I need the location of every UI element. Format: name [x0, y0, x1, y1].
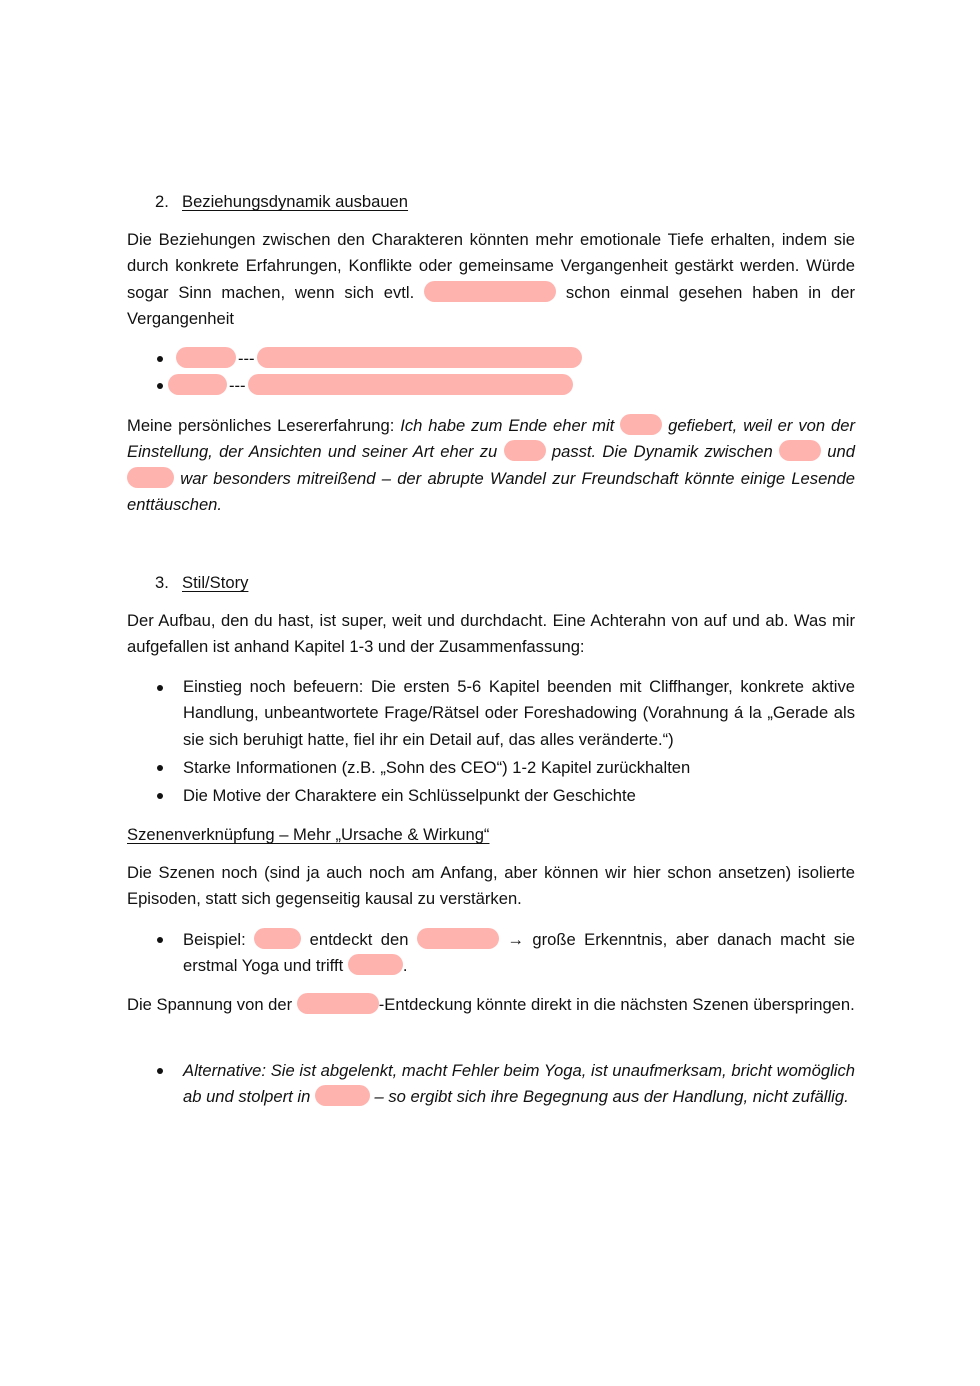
section-3-heading	[155, 570, 248, 596]
alternative-text-2: – so ergibt sich ihre Begegnung aus der Handlung, nicht zufällig.	[369, 1087, 849, 1107]
scenes-paragraph: Die Szenen noch (sind ja auch noch am Anfang, aber können wir hier schon ansetzen) isolierte Episoden, statt sich gegenseitig kausal zu verstärken.	[127, 863, 855, 909]
relationship-text-a: Die Beziehungen zwischen den Charakteren könnten mehr emotionale Tiefe erhalten, indem sie durch konkrete Erfahrungen, Konflikte oder gemeinsame Vergangenheit gestärkt werden. Würde sogar Sinn machen, wenn sich evtl.	[127, 230, 855, 302]
reader-text-3: passt. Die Dynamik zwischen	[545, 442, 779, 462]
redacted-name	[254, 928, 301, 949]
bullet-dot	[157, 937, 163, 943]
section-2-heading	[155, 189, 408, 215]
reader-text-4: und	[827, 442, 855, 462]
redacted-name	[127, 467, 174, 488]
bullet-dot	[157, 383, 163, 389]
scene-linking-subheading: Szenenverknüpfung – Mehr „Ursache & Wirkung“	[127, 825, 490, 844]
reader-text-1: Ich habe zum Ende eher mit	[400, 416, 621, 435]
reader-lead: Meine persönliches Lesererfahrung:	[127, 416, 401, 435]
redacted-object	[417, 928, 499, 949]
section-2-title: Beziehungsdynamik ausbauen	[182, 192, 409, 211]
redacted-name	[315, 1085, 370, 1106]
bullet-dot	[157, 685, 163, 691]
bullet-dot	[157, 356, 163, 362]
reader-experience-paragraph	[127, 413, 855, 519]
redacted-name	[176, 347, 236, 368]
bullet-dot	[157, 793, 163, 799]
example-text-4: .	[402, 956, 408, 976]
redacted-bullet-1	[176, 346, 582, 372]
redacted-name	[168, 374, 227, 395]
bullet-dot	[157, 765, 163, 771]
redacted-names	[424, 281, 556, 302]
style-intro-paragraph: Der Aufbau, den du hast, ist super, weit und durchdacht. Eine Achterahn von auf und ab. Was mir aufgefallen ist anhand Kapitel 1-3 und der Zusammenfassung:	[127, 611, 855, 657]
style-bullet-3: Die Motive der Charaktere ein Schlüsselpunkt der Geschichte	[183, 786, 636, 805]
redacted-name	[348, 954, 403, 975]
alternative-text-1: Alternative: Sie ist abgelenkt, macht Fehler beim Yoga, ist unaufmerksam, bricht womöglich ab und stolpert in	[183, 1061, 855, 1107]
redacted-object	[297, 993, 379, 1014]
style-bullet-2: Starke Informationen (z.B. „Sohn des CEO“) 1-2 Kapitel zurückhalten	[183, 758, 691, 777]
section-3-number: 3.	[155, 573, 169, 592]
alternative-bullet	[183, 1058, 855, 1111]
redacted-text	[257, 347, 582, 368]
redacted-bullet-2	[168, 373, 573, 399]
example-text-3: → große Erkenntnis, aber danach macht sie erstmal Yoga und trifft	[183, 930, 855, 976]
relationship-text-b: schon einmal gesehen haben in der Vergangenheit	[127, 282, 855, 329]
reader-text-2: gefiebert, weil er von der Einstellung, der Ansichten und seiner Art eher zu	[127, 416, 855, 462]
redacted-name	[779, 440, 821, 461]
bullet-separator: ---	[229, 376, 246, 395]
relationship-paragraph	[127, 227, 855, 333]
tension-text-1: Die Spannung von der	[127, 995, 297, 1014]
redacted-name	[504, 440, 546, 461]
style-bullet-1: Einstieg noch befeuern: Die ersten 5-6 Kapitel beenden mit Cliffhanger, konkrete aktive Handlung, unbeantwortete Frage/Rätsel oder Foreshadowing (Vorahnung á la „Gerade als sie sich beruhigt hatte, fiel ihr ein Detail auf, das alles veränderte.“)	[183, 677, 855, 749]
example-text-2: entdeckt den	[301, 930, 417, 949]
example-text-1: Beispiel:	[183, 930, 255, 949]
tension-paragraph	[127, 992, 855, 1018]
redacted-text	[248, 374, 573, 395]
bullet-separator: ---	[238, 349, 255, 368]
section-2-number: 2.	[155, 192, 169, 211]
reader-text-5: war besonders mitreißend – der abrupte Wandel zur Freundschaft könnte einige Lesende enttäuschen.	[127, 468, 855, 515]
section-3-title: Stil/Story	[182, 573, 249, 592]
tension-text-2: -Entdeckung könnte direkt in die nächsten Szenen überspringen.	[378, 995, 855, 1014]
example-bullet	[183, 927, 855, 980]
bullet-dot	[157, 1068, 163, 1074]
redacted-name	[620, 414, 662, 435]
